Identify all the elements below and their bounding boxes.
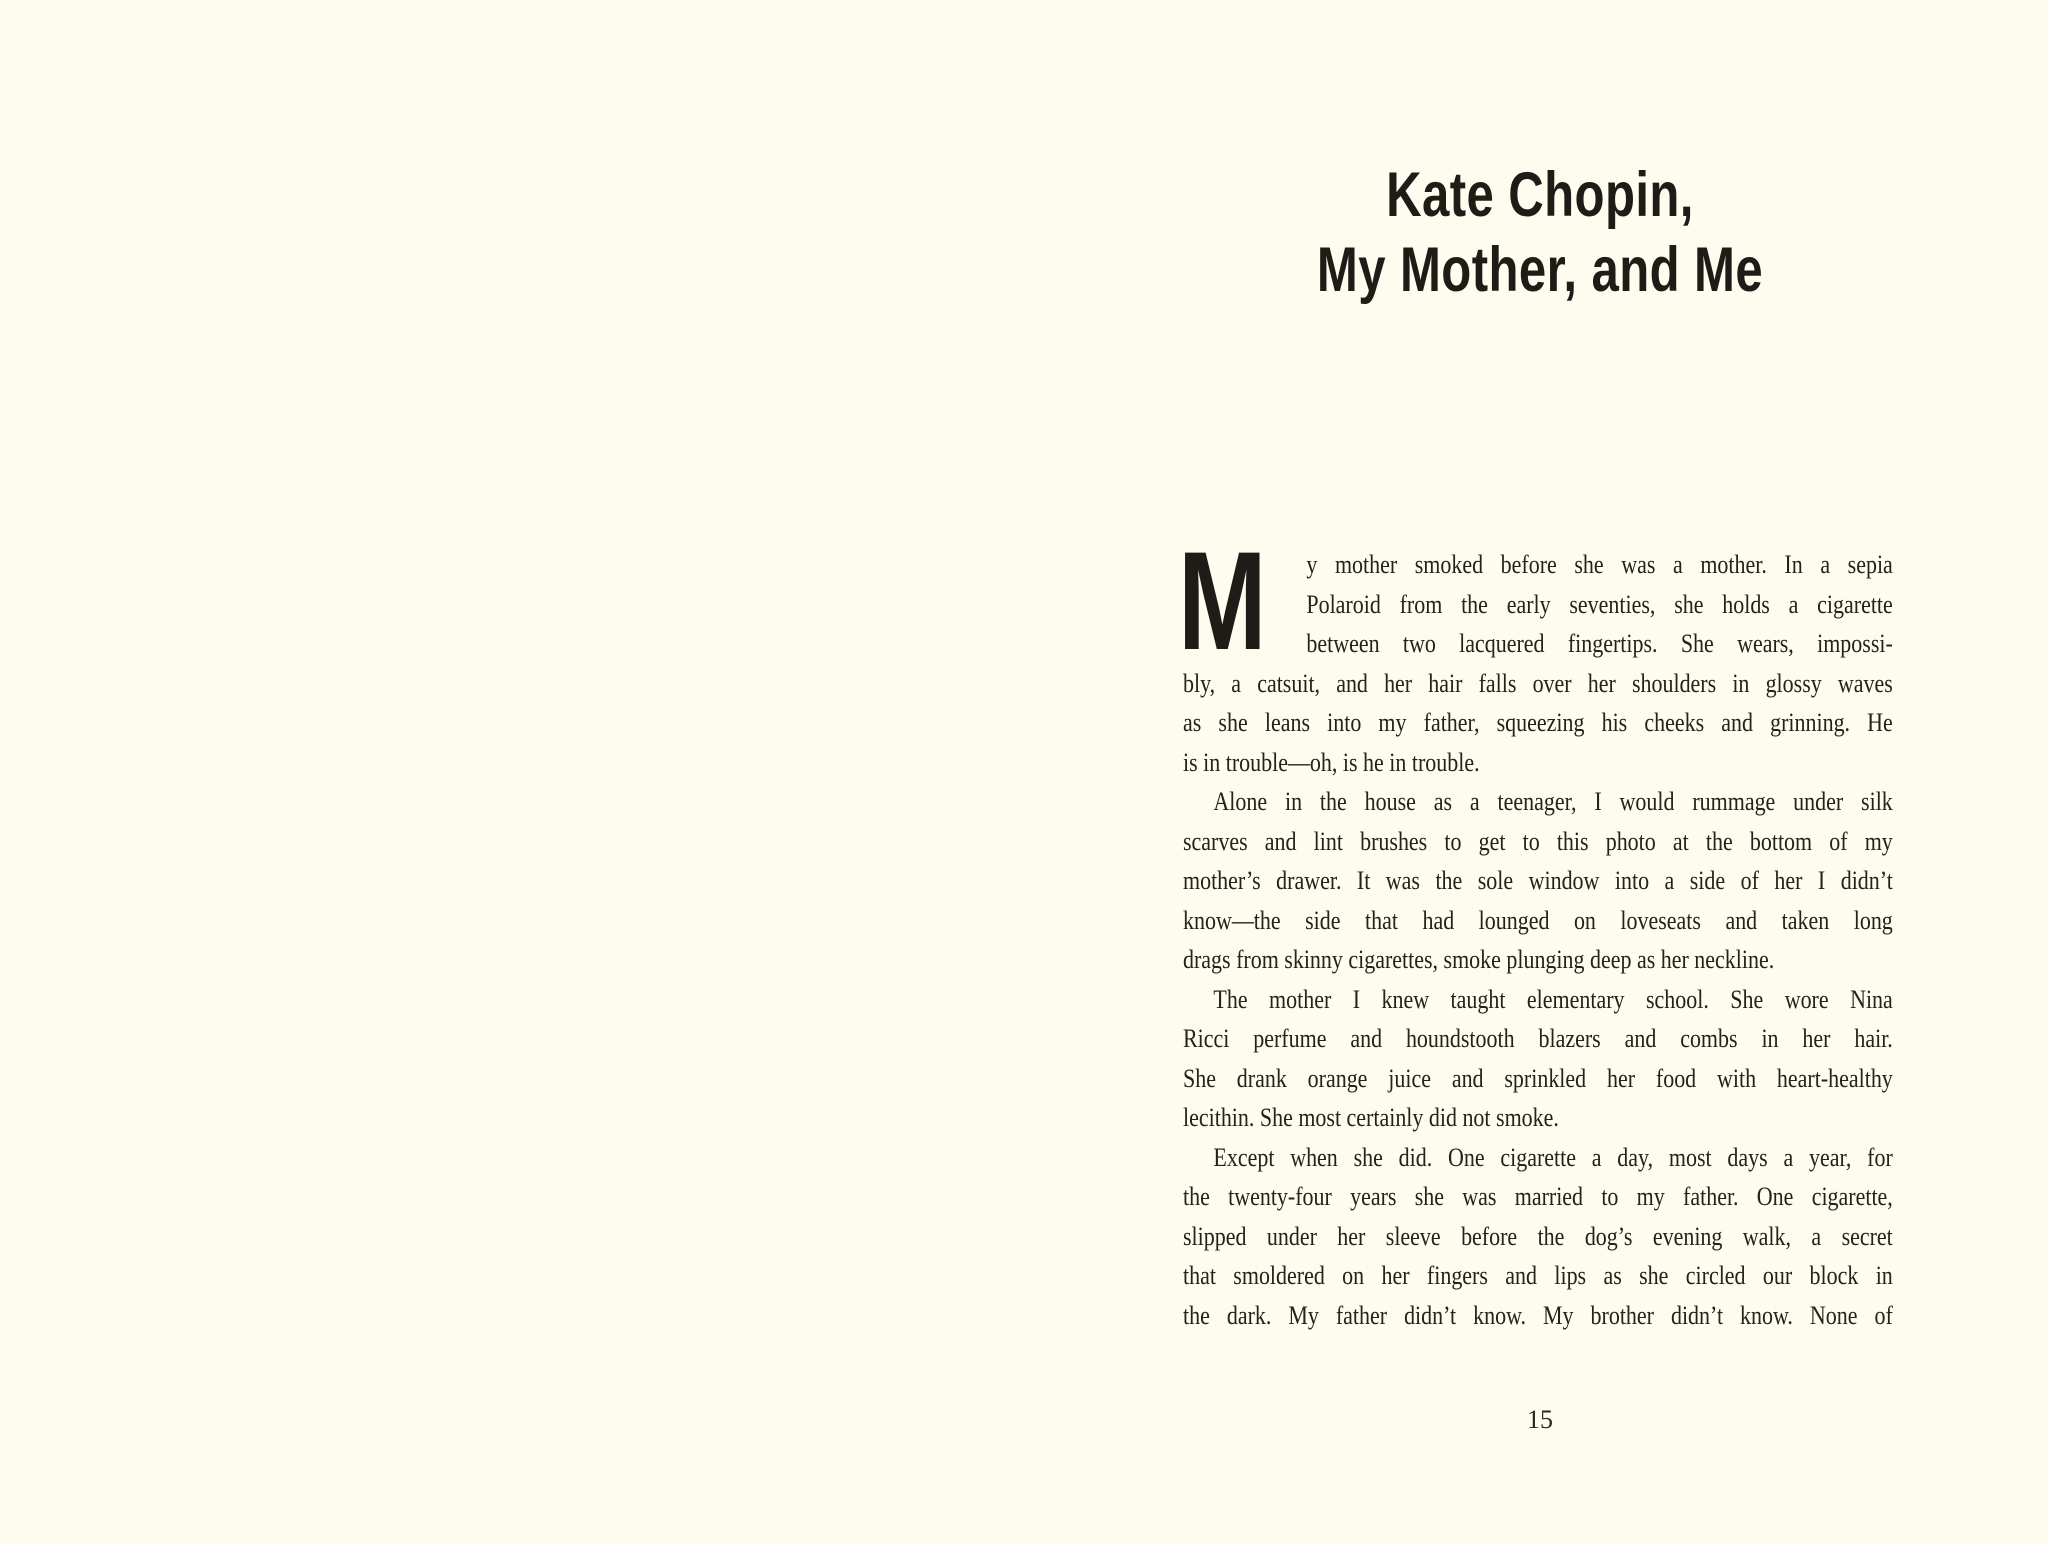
chapter-title-line-1: Kate Chopin, bbox=[1386, 160, 1694, 230]
chapter-title bbox=[1262, 158, 1819, 308]
text-line: lecithin. She most certainly did not smoke. bbox=[1183, 1103, 1559, 1132]
drop-cap-letter: M bbox=[1177, 522, 1267, 679]
text-line: Alone in the house as a teenager, I would rummage under silk bbox=[1213, 787, 1893, 816]
drop-cap bbox=[1177, 522, 1306, 679]
text-line: know—the side that had lounged on loveseats and taken long bbox=[1183, 905, 1893, 935]
text-line: She drank orange juice and sprinkled her food with heart-healthy bbox=[1183, 1063, 1893, 1093]
body-text bbox=[1177, 522, 1893, 1335]
text-line: as she leans into my father, squeezing his cheeks and grinning. He bbox=[1183, 708, 1893, 737]
chapter-title-line-2: My Mother, and Me bbox=[1316, 235, 1764, 305]
text-line: Polaroid from the early seventies, she holds a cigarette bbox=[1306, 589, 1893, 619]
text-line: slipped under her sleeve before the dog’s evening walk, a secret bbox=[1183, 1221, 1893, 1251]
text-line: y mother smoked before she was a mother. In a sepia bbox=[1306, 550, 1893, 579]
text-line: drags from skinny cigarettes, smoke plunging deep as her neckline. bbox=[1183, 945, 1775, 974]
page-number: 15 bbox=[1527, 1405, 1553, 1434]
paragraph bbox=[1183, 980, 1893, 1138]
text-line: scarves and lint brushes to get to this photo at the bottom of my bbox=[1183, 826, 1893, 856]
text-line: the twenty-four years she was married to my father. One cigarette, bbox=[1183, 1182, 1893, 1211]
text-line: bly, a catsuit, and her hair falls over her shoulders in glossy waves bbox=[1183, 668, 1893, 698]
paragraph bbox=[1183, 782, 1893, 980]
text-line: Except when she did. One cigarette a day, most days a year, for bbox=[1213, 1142, 1893, 1172]
text-line: that smoldered on her fingers and lips as she circled our block in bbox=[1183, 1261, 1893, 1290]
text-line: the dark. My father didn’t know. My brother didn’t know. None of bbox=[1183, 1300, 1893, 1330]
paragraph bbox=[1177, 522, 1893, 782]
text-line: The mother I knew taught elementary school. She wore Nina bbox=[1213, 984, 1893, 1014]
text-line: Ricci perfume and houndstooth blazers and combs in her hair. bbox=[1183, 1024, 1893, 1053]
text-line: between two lacquered fingertips. She wears, impossi- bbox=[1306, 629, 1893, 658]
paragraph bbox=[1183, 1138, 1893, 1336]
text-line: is in trouble—oh, is he in trouble. bbox=[1183, 747, 1480, 777]
text-line: mother’s drawer. It was the sole window into a side of her I didn’t bbox=[1183, 866, 1893, 895]
